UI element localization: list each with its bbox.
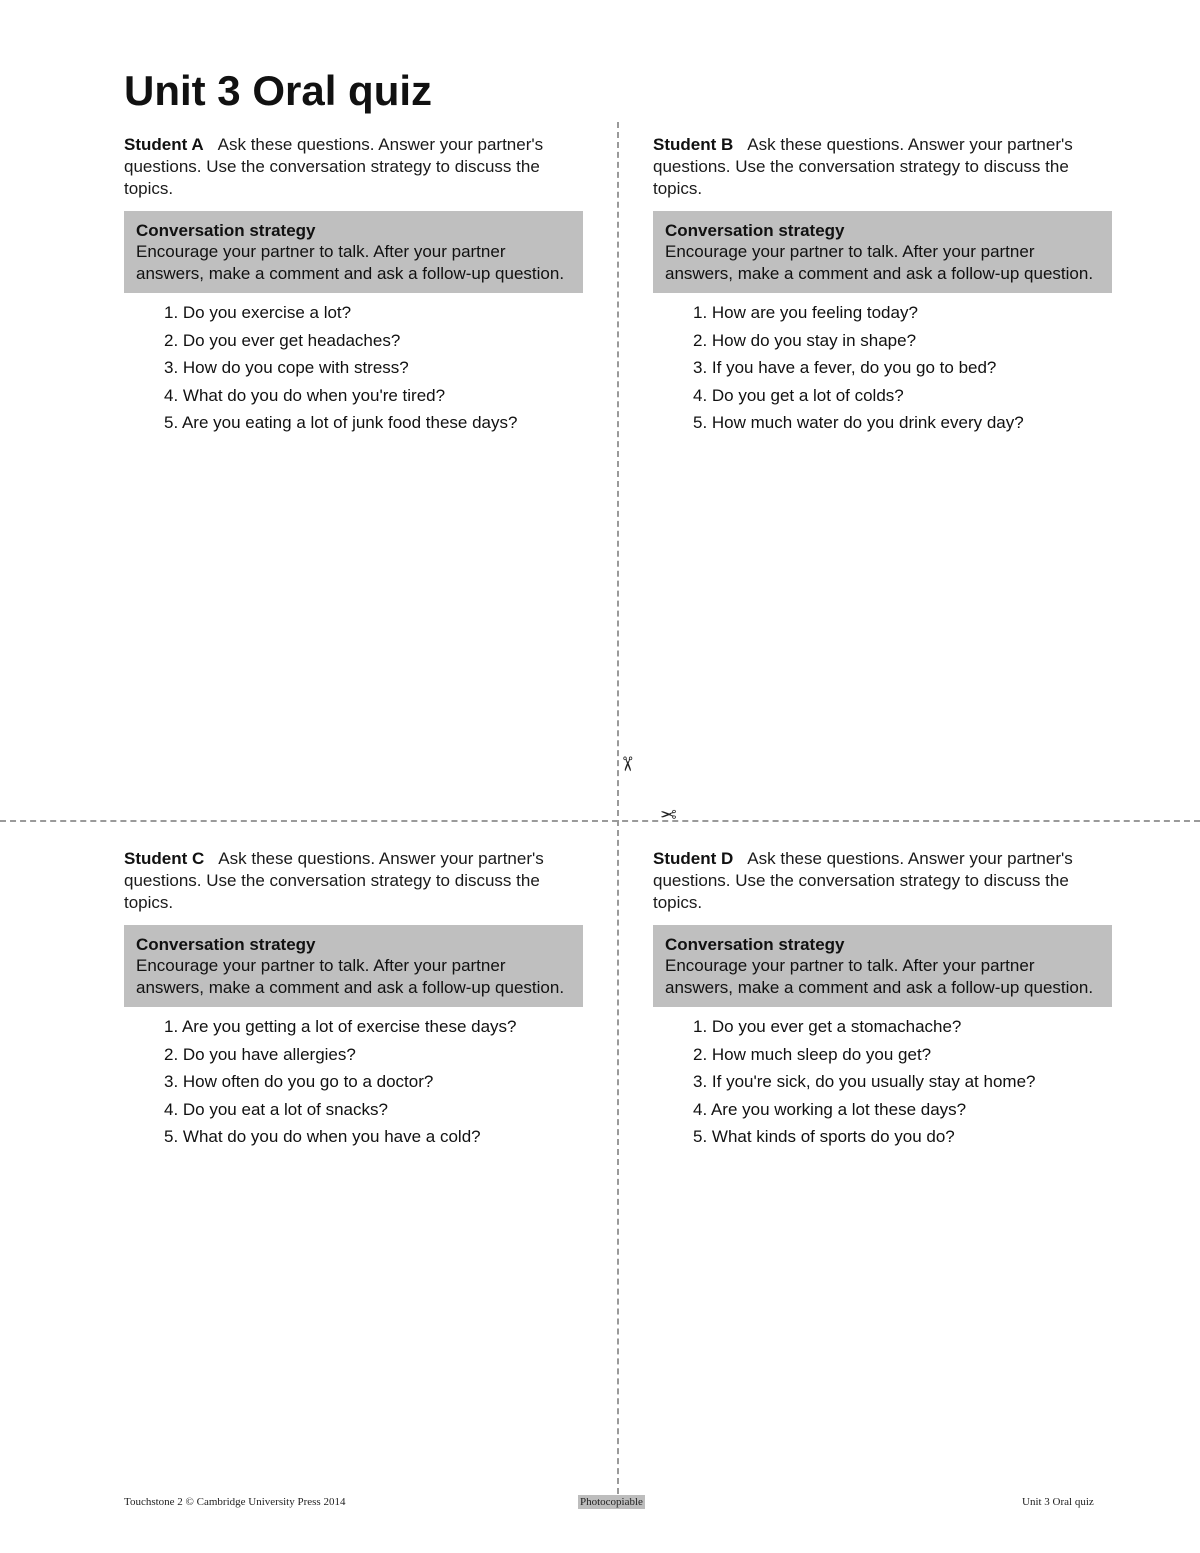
- question-item: 3. How do you cope with stress?: [164, 358, 409, 377]
- instructions-text: Ask these questions. Answer your partner's questions. Use the conversation strategy to discuss the topics.: [653, 135, 1073, 198]
- question-item: 5. What do you do when you have a cold?: [164, 1127, 481, 1146]
- student-label: Student C: [124, 849, 205, 868]
- question-item: 1. How are you feeling today?: [693, 303, 918, 322]
- conversation-strategy-box: [653, 211, 1112, 293]
- strategy-title: Conversation strategy: [136, 935, 316, 954]
- question-item: 5. Are you eating a lot of junk food these days?: [164, 413, 518, 432]
- question-item: 2. How do you stay in shape?: [693, 330, 917, 350]
- question-list: [653, 1013, 1113, 1151]
- instructions-text: Ask these questions. Answer your partner's questions. Use the conversation strategy to discuss the topics.: [124, 135, 544, 198]
- question-item: 2. Do you have allergies?: [164, 1044, 356, 1064]
- student-instructions: [653, 134, 1113, 200]
- question-item: 4. Are you working a lot these days?: [693, 1099, 967, 1119]
- question-item: 4. What do you do when you're tired?: [164, 385, 446, 405]
- page-title: Unit 3 Oral quiz: [124, 67, 433, 114]
- question-item: 1. Are you getting a lot of exercise these days?: [164, 1017, 517, 1036]
- question-item: 3. If you have a fever, do you go to bed?: [693, 358, 997, 377]
- instructions-text: Ask these questions. Answer your partner's questions. Use the conversation strategy to discuss the topics.: [653, 849, 1073, 912]
- strategy-title: Conversation strategy: [665, 221, 845, 240]
- footer-copyright: Touchstone 2 © Cambridge University Press 2014: [124, 1496, 346, 1508]
- question-item: 4. Do you get a lot of colds?: [693, 385, 904, 405]
- student-label: Student D: [653, 849, 734, 868]
- question-item: 2. Do you ever get headaches?: [164, 330, 401, 350]
- strategy-text: Encourage your partner to talk. After your partner answers, make a comment and ask a follow-up question.: [665, 242, 1094, 283]
- student-d-card: [653, 848, 1113, 1151]
- footer-unit-label: Unit 3 Oral quiz: [1022, 1496, 1094, 1508]
- student-c-card: [124, 848, 584, 1151]
- strategy-text: Encourage your partner to talk. After your partner answers, make a comment and ask a follow-up question.: [136, 242, 565, 283]
- question-item: 2. How much sleep do you get?: [693, 1044, 932, 1064]
- student-label: Student B: [653, 135, 734, 154]
- horizontal-cut-line: [0, 820, 1200, 822]
- student-label: Student A: [124, 135, 204, 154]
- question-item: 1. Do you ever get a stomachache?: [693, 1017, 962, 1036]
- conversation-strategy-box: [653, 925, 1112, 1007]
- scissors-icon: ✂: [660, 802, 677, 824]
- footer-photocopiable-badge: Photocopiable: [580, 1496, 643, 1508]
- scissors-icon: ✂: [615, 755, 638, 773]
- question-list: [653, 299, 1113, 437]
- question-item: 1. Do you exercise a lot?: [164, 303, 352, 322]
- instructions-text: Ask these questions. Answer your partner's questions. Use the conversation strategy to discuss the topics.: [124, 849, 544, 912]
- conversation-strategy-box: [124, 925, 583, 1007]
- question-item: 5. How much water do you drink every day?: [693, 413, 1024, 432]
- strategy-text: Encourage your partner to talk. After your partner answers, make a comment and ask a follow-up question.: [665, 956, 1094, 997]
- conversation-strategy-box: [124, 211, 583, 293]
- student-instructions: [653, 848, 1113, 914]
- strategy-title: Conversation strategy: [665, 935, 845, 954]
- question-item: 5. What kinds of sports do you do?: [693, 1127, 955, 1146]
- vertical-cut-line: [617, 122, 619, 1504]
- question-list: [124, 1013, 584, 1151]
- strategy-title: Conversation strategy: [136, 221, 316, 240]
- question-item: 3. If you're sick, do you usually stay at home?: [693, 1072, 1036, 1091]
- question-list: [124, 299, 584, 437]
- student-b-card: [653, 134, 1113, 437]
- student-a-card: [124, 134, 584, 437]
- student-instructions: [124, 848, 584, 914]
- strategy-text: Encourage your partner to talk. After your partner answers, make a comment and ask a follow-up question.: [136, 956, 565, 997]
- question-item: 4. Do you eat a lot of snacks?: [164, 1099, 388, 1119]
- question-item: 3. How often do you go to a doctor?: [164, 1072, 434, 1091]
- student-instructions: [124, 134, 584, 200]
